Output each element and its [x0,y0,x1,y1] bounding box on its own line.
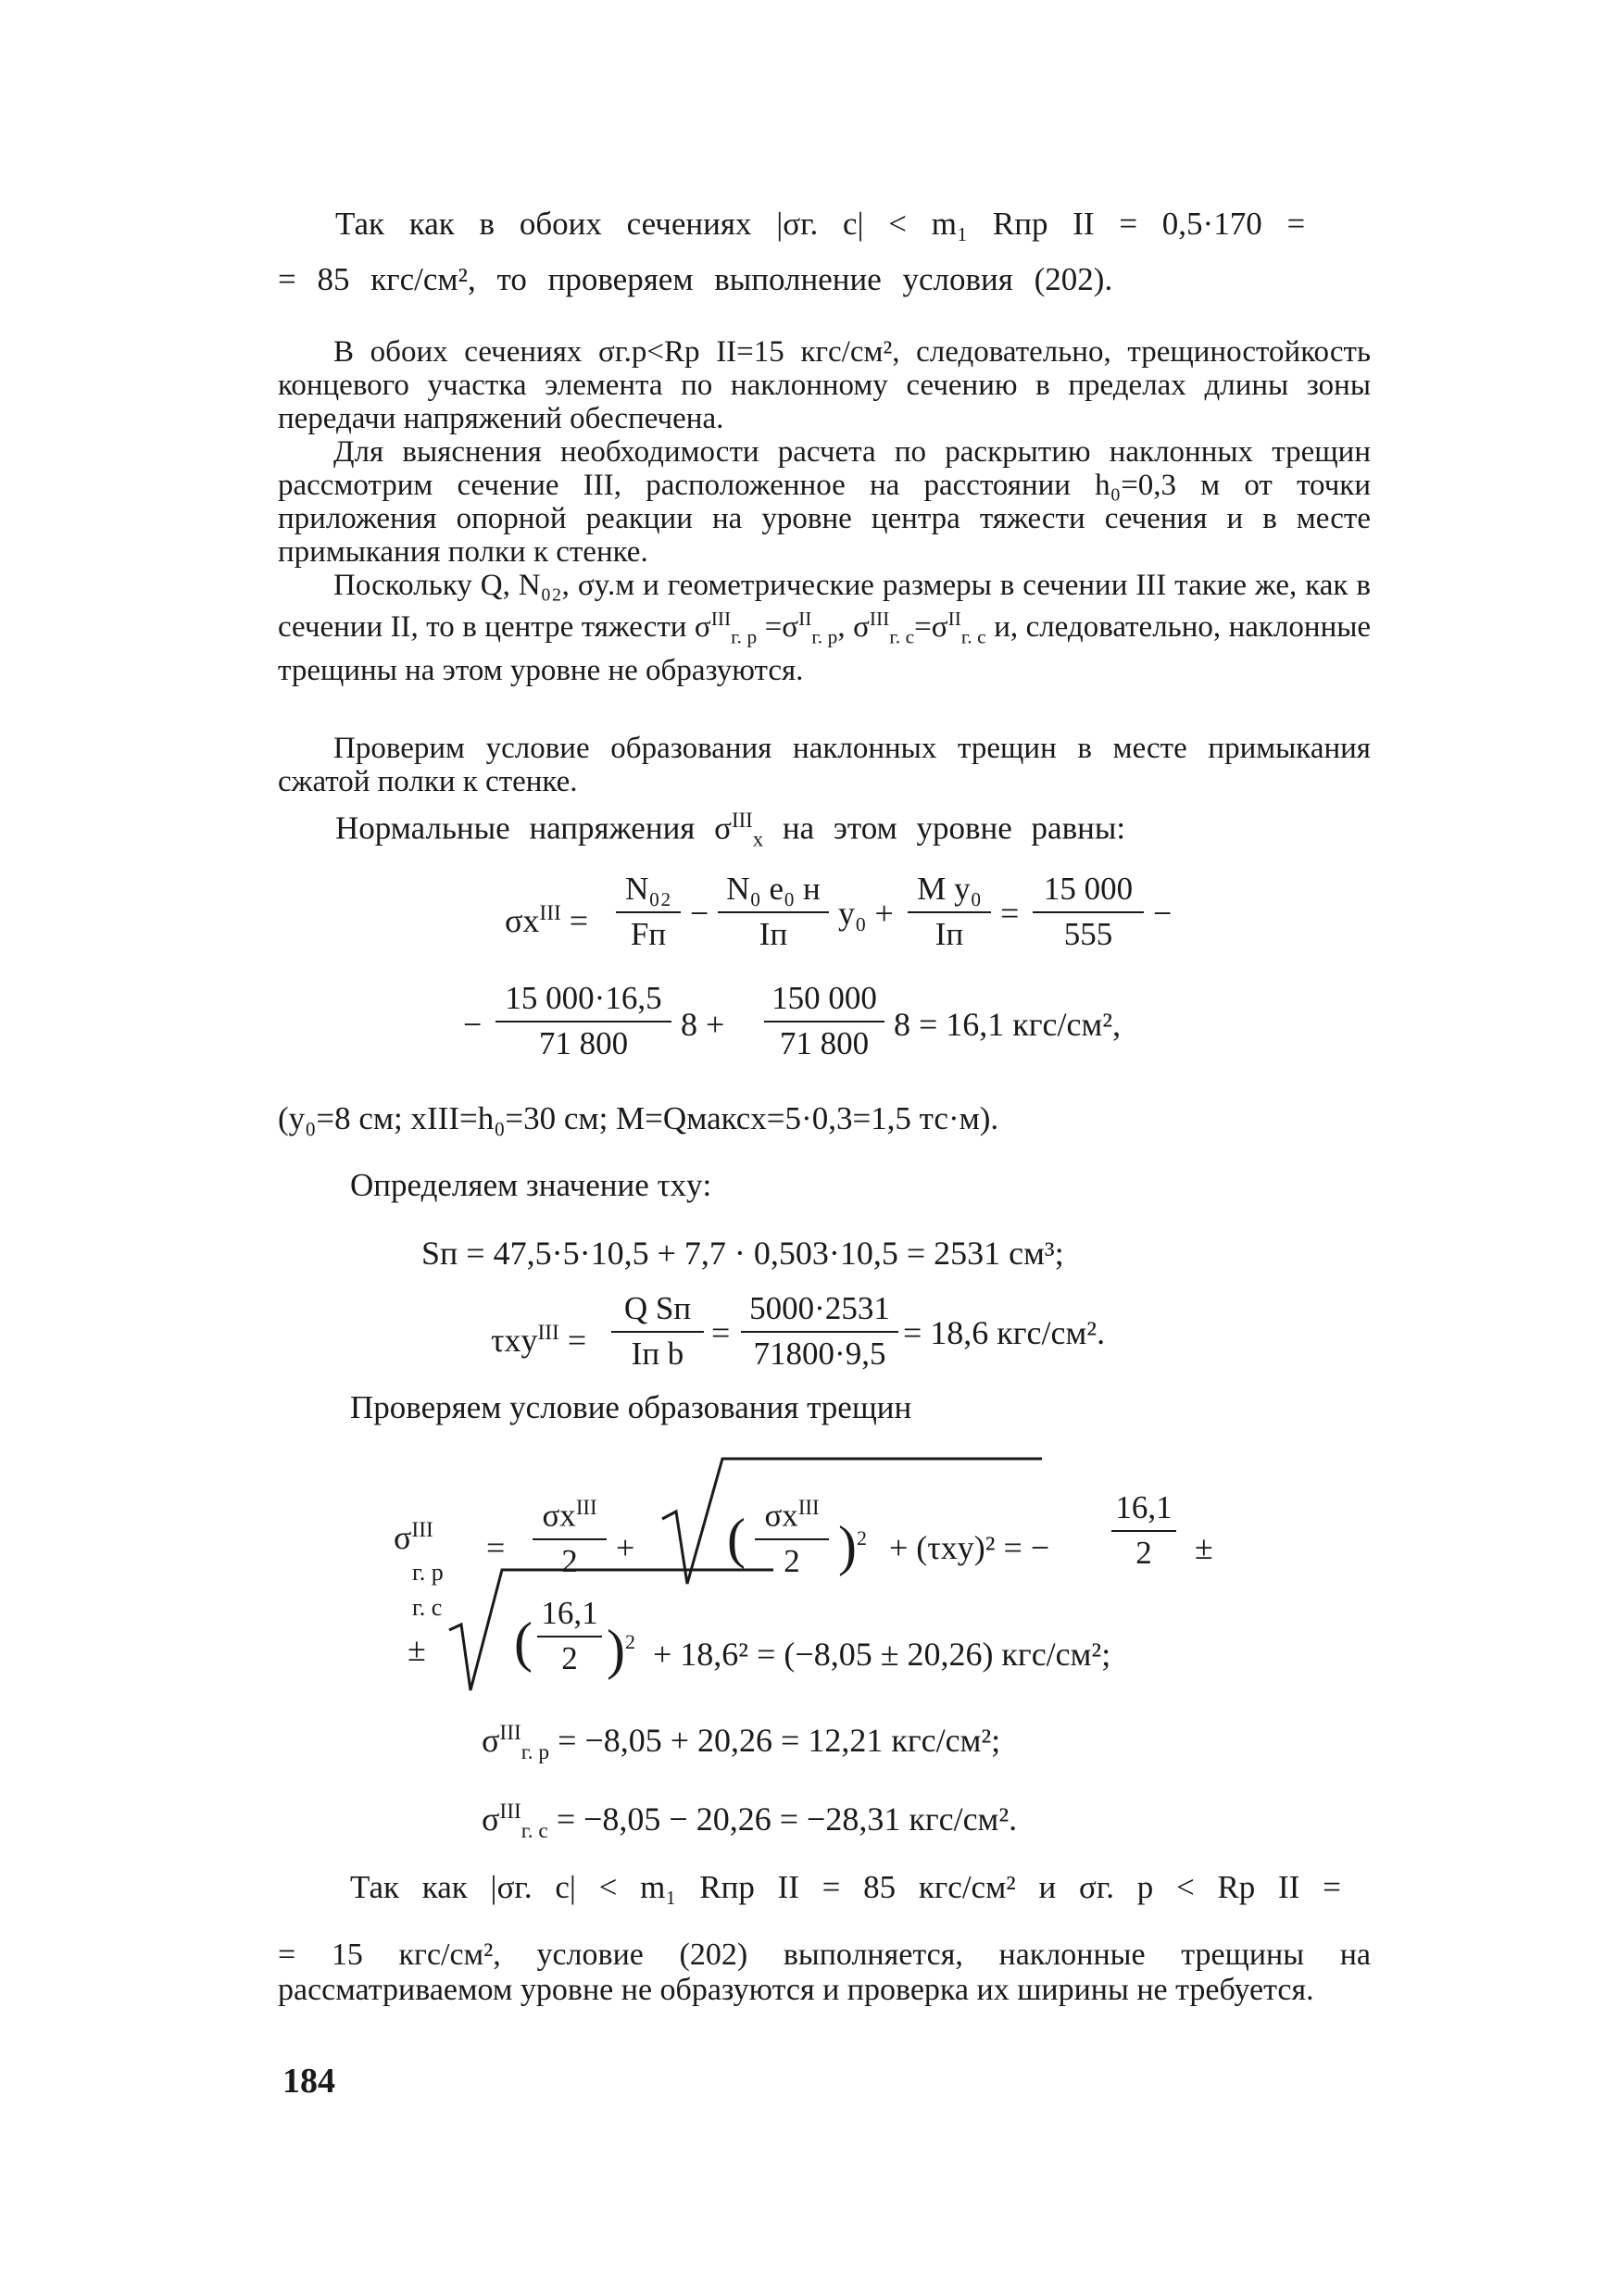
fraction: $\sigma x^{III}$ 2 [755,1489,829,1581]
operator: = [486,1529,506,1566]
paragraph-text: Проверим условие образования наклонных трещин в месте примыкания сжатой полки к стенке. [278,732,1371,798]
fraction: Q Sп Iп b [611,1290,704,1374]
paragraph-text: В обоих сечениях σг.р<Rр II=15 кгс/см², следовательно, трещиностойкость концевого участка элемента по наклонному сечению в пределах длины зоны передачи напряжений обеспечена. [278,335,1371,435]
formula-line: Sп = 47,5·5·10,5 + 7,7 · 0,503·10,5 = 2531 см³; [421,1235,1064,1272]
paragraph-text: Поскольку Q, N₀₂, σy.м и геометрические размеры в сечении III такие же, как в сечении II, то в центре тяжести σ [278,569,1371,644]
paragraph-text: =σ [764,610,799,644]
paragraph [278,435,1371,569]
paragraph-text: и, следовательно, наклонные трещины на этом уровне не образуются. [278,610,1372,687]
text-fragment: Нормальные напряжения σ [335,809,733,847]
text-line: (y₀=8 см; xIII=h₀=30 см; M=Qмаксx=5·0,3=1,5 тс·м). [278,1100,999,1136]
fraction: $\frac{16,1}{2}$ [537,1595,602,1678]
formula-result: 8 = 16,1 кгс/см², [894,1006,1122,1043]
text-line: Так как в обоих сечениях |σг. с| < m₁ Rпр II = 0,5·170 = [335,206,1306,242]
operator: = [711,1314,731,1351]
fraction: M y₀ Iп [908,871,991,954]
text-line: Определяем значение τxy: [350,1167,712,1203]
operator: − [463,1006,483,1043]
text-line: Нормальные напряжения $\sigma^{III}_x$ на этом уровне равны: [335,809,1126,851]
text-line: = 85 кгс/см², то проверяем выполнение условия (202). [278,261,1113,297]
paragraph-text: Для выяснения необходимости расчета по раскрытию наклонных трещин рассмотрим сечение III, расположенное на расстоянии h₀=0,3 м от точки приложения опорной реакции на уровне центра тяжести сечения и в месте примыкания полки к стенке. [278,435,1371,569]
fraction: $\frac{16,1}{2}$ [1111,1489,1176,1573]
fraction: N₀ e₀ н Iп [718,871,829,954]
paren-icon: )$^2$ [607,1619,635,1680]
fraction: $\frac{15 000}{555}$ [1033,871,1144,954]
fraction: N₀₂ Fп [616,871,681,954]
paragraph [278,335,1371,435]
fraction: $\frac{150 000}{71 800}$ [764,980,884,1063]
paragraph: = 15 кгс/см², условие (202) выполняется, наклонные трещины на рассматриваемом уровне не образуются и проверка их ширины не требуется. [278,1938,1371,2007]
paren-icon: ( [514,1612,533,1673]
paren-icon: ( [727,1508,746,1569]
operator: + [616,1529,635,1566]
formula-line: $\sigma^{III}_{г. р} = -8,05 + 20,26 = 12,21$ кгс/см²; [482,1721,1001,1765]
fraction: $\sigma x^{III}$ 2 [533,1489,607,1581]
fraction: $\frac{5000\cdot 2531}{71800\cdot 9,5}$ [741,1290,898,1374]
operator: − [1153,895,1173,932]
formula-term: y₀ + [838,895,894,932]
text-line: Проверяем условие образования трещин [350,1389,912,1425]
formula-term: + (τxy)² = − [889,1529,1050,1566]
operator: ± [1195,1529,1213,1566]
text-fragment: на этом уровне равны: [782,809,1126,847]
page-number: 184 [282,2062,335,2101]
formula-lhs: $\sigma x^{III}$ = [505,901,589,939]
formula-result: = 18,6 кгс/см². [903,1314,1106,1351]
formula-lhs: τxy$^{III}$ = [491,1321,587,1359]
paragraph: Поскольку Q, N₀₂, σy.м и геометрические размеры в сечении III такие же, как в сечении II, то в центре тяжести $\sigma^{III}_{г. р} =\sigma^{II}_{г. р}$, $\sigma^{III}_{г. с}=\sigma^{II}_{г. с}$ и, следовательно, наклонные трещины на этом уровне не образуются. [278,569,1372,687]
operator: ± [408,1631,426,1668]
operator: − [690,895,709,932]
text-line: Так как |σг. с| < m₁ Rпр II = 85 кгс/см² и σг. р < Rр II = [350,1869,1341,1905]
formula-lhs: $\sigma^{III}$ г. р г. с [394,1518,444,1621]
paren-icon: )$^2$ [838,1515,867,1576]
formula-term: 8 + [681,1006,725,1043]
formula-line: $\sigma^{III}_{г. с} = -8,05 - 20,26 = -28,31$ кгс/см². [482,1800,1018,1844]
operator: = [1000,895,1020,932]
fraction: $\frac{15 000\cdot 16,5}{71 800}$ [495,980,671,1063]
paragraph [278,732,1371,798]
formula-result: + 18,6² = (−8,05 ± 20,26) кгс/см²; [653,1636,1111,1673]
